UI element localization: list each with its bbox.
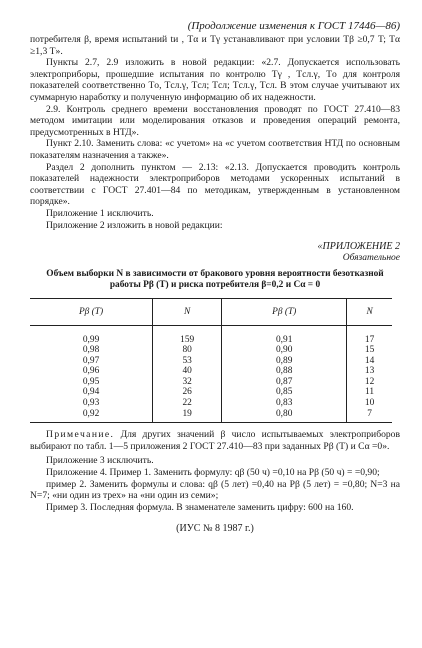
table-cell: 11: [365, 387, 375, 398]
table-cell: 0,91: [222, 325, 347, 345]
table-cell: 0,99: [30, 325, 153, 345]
paragraph-2-9: 2.9. Контроль среднего времени восстановления проводят по ГОСТ 27.410—83 методом имитации или моделирования отказов и проведения операций ремонта, предусмотренных в НТД».: [30, 103, 400, 138]
table-cell: 22: [153, 398, 222, 409]
table-cell: 0,92: [30, 409, 153, 423]
paragraph-section-2: Раздел 2 дополнить пунктом — 2.13: «2.13. Допускается проводить контроль показателей надежности электроприборов методами ускоренных испытаний в соответствии с ГОСТ 27.401—84 по методикам, утвержденным в установленном порядке».: [30, 161, 400, 208]
paragraph-continuation: потребителя β, время испытаний tи , Tα и Tγ устанавливают при условии Tβ ≥0,7 T; Tα ≥1,3 T».: [30, 34, 400, 57]
table-cell: 0,90: [222, 345, 347, 356]
column-header: Pβ (T): [30, 298, 153, 325]
paragraph-items-2-7-2-9: Пункты 2.7, 2.9 изложить в новой редакции: «2.7. Допускается использовать электроприборы, прошедшие испытания по контролю Tγ , Tсл.γ, Tо для контроля показателей соответственно Tо, Tсл.γ, Tсл; Tсл; Tсл.γ, Tсл. В этом случае учитывают их суммарную наработку и полученную информацию об их надежности.: [30, 57, 400, 103]
table-cell: 19: [153, 409, 222, 423]
sample-size-table: [30, 298, 392, 424]
table-cell: 53: [153, 356, 222, 367]
note-label: Примечание.: [46, 429, 115, 441]
table-note: [30, 429, 400, 452]
table-row: [30, 398, 392, 409]
column-header: Pβ (T): [222, 298, 347, 325]
table-cell: 0,97: [30, 356, 153, 367]
table-header-row: [30, 298, 392, 325]
table-row: [30, 356, 392, 367]
page-header: (Продолжение изменения к ГОСТ 17446—86): [187, 20, 400, 32]
paragraph-2-10: Пункт 2.10. Заменить слова: «с учетом» на «с учетом соответствия НТД по основным показателям назначения а также».: [30, 138, 400, 161]
appendix-label: «ПРИЛОЖЕНИЕ 2: [317, 241, 400, 253]
table-cell: 0,83: [222, 398, 347, 409]
table-cell: 0,80: [222, 409, 347, 423]
table-cell: 13: [364, 366, 375, 377]
paragraph-example-3: Пример 3. Последняя формула. В знаменателе заменить цифру: 600 на 160.: [46, 501, 354, 513]
table-row: [30, 377, 392, 388]
table-cell: 7: [347, 409, 392, 423]
table-cell: 32: [153, 377, 222, 388]
table-cell: 14: [364, 355, 375, 366]
paragraph-appendix-3: Приложение 3 исключить.: [46, 455, 154, 467]
table-cell: 10: [364, 398, 375, 409]
paragraph-appendix-4-example-1: Приложение 4. Пример 1. Заменить формулу: qβ (50 ч) =0,10 на Pβ (50 ч) = =0,90;: [46, 467, 380, 479]
appendix-status: Обязательное: [342, 253, 400, 264]
table-row: [30, 366, 392, 377]
paragraph-appendix-2: Приложение 2 изложить в новой редакции:: [46, 219, 223, 231]
table-cell: 0,88: [222, 366, 347, 377]
table-cell: 0,89: [222, 356, 347, 367]
table-cell: 159: [153, 325, 222, 345]
table-cell: 26: [153, 387, 222, 398]
paragraph-appendix-1: Приложение 1 исключить.: [46, 207, 154, 219]
table-cell: 0,85: [222, 387, 347, 398]
publication-footer: (ИУС № 8 1987 г.): [176, 523, 254, 535]
table-cell: 0,93: [30, 398, 153, 409]
table-cell: 80: [153, 345, 222, 356]
note-text: Для других значений β число испытываемых электроприборов выбирают по табл. 1—5 приложения 2 ГОСТ 27.410—83 при заданных Pβ (T) и Cα =0».: [30, 429, 400, 452]
table-row: [30, 409, 392, 423]
table-cell: 0,96: [30, 366, 153, 377]
table-row: [30, 387, 392, 398]
column-header: N: [347, 298, 392, 325]
table-row: [30, 345, 392, 356]
table-cell: 0,95: [30, 377, 153, 388]
paragraph-example-2: пример 2. Заменить формулы и слова: qβ (5 лет) =0,40 на Pβ (5 лет) = =0,80; N=3 на N=7; «ни один из трех» на «ни один из семи»;: [30, 478, 400, 502]
table-cell: 0,87: [222, 377, 347, 388]
table-cell: 15: [364, 345, 375, 356]
appendix-title: Объем выборки N в зависимости от бракового уровня вероятности безотказной работы Pβ (T) и риска потребителя β=0,2 и Cα = 0: [46, 269, 384, 291]
table-cell: 12: [364, 376, 375, 387]
column-header: N: [153, 298, 222, 325]
table-cell: 17: [364, 334, 375, 345]
table-cell: 0,98: [30, 345, 153, 356]
table-cell: 0,94: [30, 387, 153, 398]
table-row: [30, 325, 392, 345]
table-cell: 40: [153, 366, 222, 377]
